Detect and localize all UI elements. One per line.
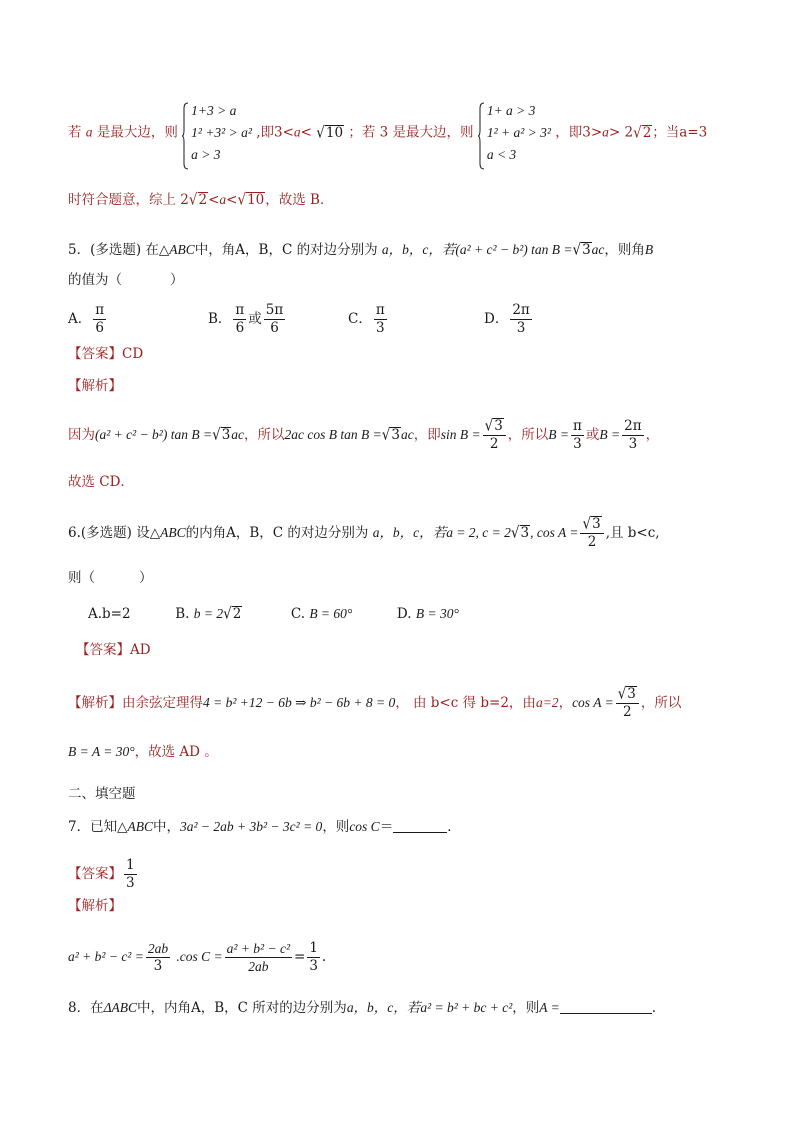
fraction: $\frac{√3}{2}$	[483, 418, 506, 453]
q6-options: A.b=2 B. b = 2√2 C. B = 60° D. B = 30°	[88, 604, 459, 624]
fraction: $\frac{1}{3}$	[126, 857, 135, 891]
q5-conclusion: 故选 CD．	[68, 474, 134, 490]
fraction: $\frac{\pi}{6}$	[235, 302, 245, 336]
q6-conclusion: B = A = 30°，故选 AD 。	[68, 744, 218, 760]
p4-system-2: 1+ a > 3 1² + a² > 3² a < 3	[478, 100, 551, 166]
fraction: $\frac{2ab}{3}$	[147, 941, 169, 974]
sqrt-2: √2	[223, 604, 242, 624]
q6-solution: 【解析】由余弦定理得4 = b² +12 − 6b ⇒ b² − 6b + 8 = 0， 由 b<c 得 b=2，由a=2，cos A = $\frac{√3}{2}$ ，所以	[68, 684, 682, 720]
q5-solution: 因为(a² + c² − b²) tan B =√3ac，所以2ac cos B tan B =√3ac，即sin B = $\frac{√3}{2}$ ，所以B = $\frac{\pi}{3}$ 或B = $\frac{2\pi}{3}$ ，	[68, 416, 660, 452]
section-heading: 二、填空题	[68, 786, 136, 802]
q7-analysis-label: 【解析】	[68, 898, 122, 914]
fraction: $\frac{\pi}{6}$	[95, 302, 105, 336]
q5-option-b: B． $\frac{\pi}{6}$ 或 $\frac{5\pi}{6}$	[208, 302, 284, 336]
fraction: $\frac{√3}{2}$	[580, 516, 603, 551]
q5-answer: 【答案】CD	[68, 346, 144, 362]
q5-stem-2: 的值为（ ）	[68, 272, 184, 288]
sqrt-10: √10	[316, 123, 344, 142]
fraction: $\frac{1}{3}$	[309, 940, 318, 974]
sqrt-3: √3	[510, 523, 530, 543]
q5-stem: 5．(多选题) 在△ABC中，角A，B，C 的对边分别为 a，b，c，若(a² + c² − b²) tan B =√3ac，则角B	[68, 240, 654, 260]
sqrt-3: √3	[572, 240, 591, 260]
fraction: $\frac{√3}{2}$	[616, 686, 639, 721]
fraction: $\frac{2\pi}{3}$	[624, 418, 642, 452]
fraction: $\frac{2\pi}{3}$	[512, 302, 530, 336]
q6-stem-2: 则（ ）	[68, 570, 153, 586]
sqrt-2: √2	[188, 190, 208, 210]
left-brace-icon	[182, 102, 189, 170]
answer-blank[interactable]	[560, 1013, 652, 1014]
left-brace-icon	[478, 102, 485, 170]
q7-stem: 7．已知△ABC中，3a² − 2ab + 3b² − 3c² = 0，则cos C＝ ．	[68, 819, 461, 835]
q6-option-b-label: B.	[175, 606, 190, 622]
fraction: $\frac{\pi}{3}$	[375, 302, 385, 336]
p4-line2: 时符合题意，综上 2√2<a<√10，故选 B．	[68, 190, 334, 210]
q5-analysis-label: 【解析】	[68, 378, 122, 394]
answer-blank[interactable]	[393, 832, 447, 833]
p4-text-a: 若	[68, 124, 82, 141]
q6-option-a: A.b=2	[88, 606, 131, 622]
sqrt-10: √10	[237, 190, 265, 210]
p4-system-1: 1+3 > a 1² +3² > a² a > 3	[182, 100, 252, 166]
q5-option-a: A． $\frac{\pi}{6}$	[68, 302, 105, 336]
fraction: $\frac{5\pi}{6}$	[265, 302, 284, 336]
fraction: $\frac{\text{a² + b² − c²}}{2ab}$	[226, 941, 290, 974]
q6-option-d-label: D.	[396, 606, 412, 622]
sqrt-2: √2	[633, 123, 652, 142]
sqrt-3: √3	[381, 425, 400, 445]
q6-option-c-label: C.	[290, 606, 306, 622]
fraction: $\frac{\pi}{3}$	[573, 418, 582, 452]
p4-line1: 若 a 是最大边，则 1+3 > a 1² +3² > a² a > 3 ,即3<a< √10 ；若 3 是最大边，则 1+ a > 3 1² + a² > 3² a < 3 ，即3>a> 2√2；当a=3	[68, 100, 707, 166]
q5-option-c: C． $\frac{\pi}{3}$	[348, 302, 385, 336]
q8-stem: 8．在ΔABC中，内角A，B，C 所对的边分别为a，b，c，若a² = b² + bc + c²，则A = .	[68, 1000, 657, 1016]
q6-stem: 6.(多选题) 设△ABC的内角A，B，C 的对边分别为 a，b，c，若a = 2, c = 2√3, cos A = $\frac{√3}{2}$ ,且 b<c,	[68, 514, 660, 550]
sqrt-3: √3	[212, 425, 231, 445]
q5-option-d: D． $\frac{2\pi}{3}$	[484, 302, 530, 336]
q6-answer: 【答案】AD	[76, 642, 151, 658]
q7-answer: 【答案】 $\frac{1}{3}$	[68, 857, 135, 891]
q7-solution: a² + b² − c² = $\frac{2ab}{3}$ .cos C = $\frac{\text{a² + b² − c²}}{2ab}$ = $\frac{1}{3}$ .	[68, 940, 327, 974]
